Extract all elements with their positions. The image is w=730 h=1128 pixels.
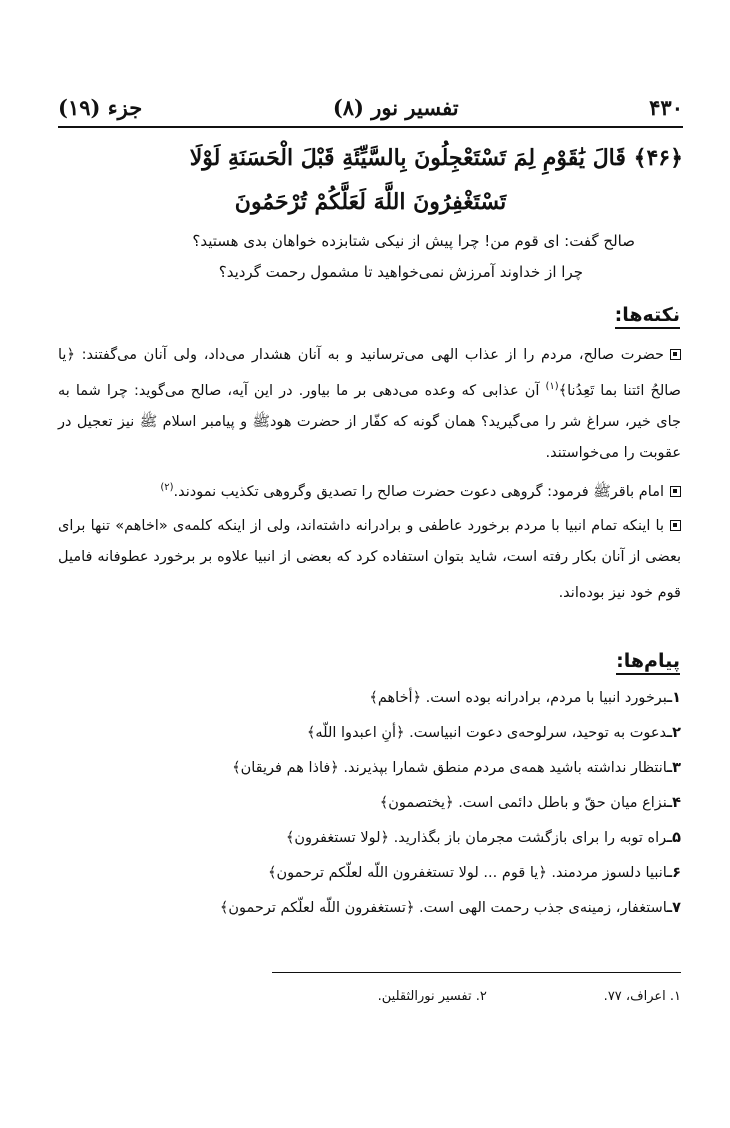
message-item	[58, 891, 681, 926]
book-title: تفسیر نور (۸)	[332, 94, 459, 120]
message-text: راه توبه را برای بازگشت مجرمان باز بگذارید. ﴿لولا تستغفرون﴾	[285, 830, 668, 846]
message-item	[58, 856, 681, 891]
message-item	[58, 681, 681, 716]
message-text: دعوت به توحید، سرلوحه‌ی دعوت انبیاست. ﴿أنِ اعبدوا اللّه﴾	[306, 725, 668, 741]
notes-heading-text: نکته‌ها:	[614, 304, 680, 326]
square-bullet-icon	[670, 349, 681, 360]
notes-heading	[615, 304, 680, 329]
verse-line-1: قَالَ يَٰقَوْمِ لِمَ تَسْتَعْجِلُونَ بِالسَّيِّئَةِ قَبْلَ الْحَسَنَةِ لَوْلَا	[189, 145, 626, 171]
message-item	[58, 821, 681, 856]
message-text: نزاع میان حقّ و باطل دائمی است. ﴿یختصمون﴾	[379, 795, 668, 811]
note-text: امام باقر‌ﷺ فرمود: گروهی دعوت حضرت صالح را تصدیق وگروهی تکذیب نمودند.	[173, 483, 664, 500]
footnote-1: ۱. اعراف، ۷۷.	[603, 989, 681, 1004]
part-label: جزء (۱۹)	[58, 94, 143, 120]
notes-list	[58, 340, 681, 611]
page-number: ۴۳۰	[649, 94, 683, 120]
page-header	[58, 92, 683, 122]
message-number: ۲ـ	[667, 725, 681, 741]
note-text: حضرت صالح، مردم را از عذاب الهی می‌ترسانید و به آنان هشدار می‌داد، ولی آنان می‌گفتند: ﴿یا صالحُ ائتنا بما تَعِدُنا﴾	[58, 347, 681, 399]
translation-line-1: صالح گفت: ای قوم من! چرا پیش از نیکی شتابزده خواهان بدی هستید؟	[192, 232, 635, 250]
note-item	[58, 472, 681, 508]
square-bullet-icon	[670, 486, 681, 497]
footnote-2: ۲. تفسیر نورالثقلین.	[377, 989, 487, 1004]
quran-verse	[58, 136, 683, 224]
note-text-continued: آن عذابی که وعده می‌دهی بر ما بیاور. در این آیه، صالح می‌گوید: چرا شما به جای خیر، سراغ شر را می‌گیرید؟ همان گونه که کفّار از حضرت هود‌ﷺ و پیامبر اسلام ﷺ نیز تعجیل در عقوبت را می‌خواستند.	[58, 382, 681, 461]
message-number: ۴ـ	[667, 795, 681, 811]
footnote-divider	[272, 972, 681, 973]
message-text: انبیا دلسوز مردمند. ﴿یا قوم ... لولا تستغفرون اللّه لعلّکم ترحمون﴾	[267, 865, 668, 881]
messages-heading-text: پیام‌ها:	[616, 650, 680, 672]
note-item	[58, 340, 681, 469]
verse-line-2: تَسْتَغْفِرُونَ اللَّهَ لَعَلَّكُمْ تُرْحَمُونَ	[234, 189, 507, 215]
message-item	[58, 716, 681, 751]
verse-number: ﴿۴۶﴾	[633, 145, 683, 171]
footnote-ref[interactable]: (۲)	[160, 481, 174, 493]
message-item	[58, 751, 681, 786]
message-item	[58, 786, 681, 821]
footnotes	[58, 985, 681, 1009]
note-item	[58, 511, 681, 609]
message-number: ۵ـ	[667, 830, 681, 846]
verse-translation	[58, 226, 673, 288]
messages-heading-underline	[616, 673, 680, 675]
square-bullet-icon	[670, 520, 681, 531]
message-text: برخورد انبیا با مردم، برادرانه بوده است. ﴿أخاهم﴾	[369, 690, 668, 706]
header-divider	[58, 126, 683, 128]
notes-heading-underline	[615, 327, 680, 329]
message-number: ۳ـ	[667, 760, 681, 776]
message-number: ۱ـ	[667, 690, 681, 706]
translation-line-2: چرا از خداوند آمرزش نمی‌خواهید تا مشمول رحمت گردید؟	[218, 263, 583, 281]
message-text: استغفار، زمینه‌ی جذب رحمت الهی است. ﴿تستغفرون اللّه لعلّکم ترحمون﴾	[219, 900, 668, 916]
message-number: ۶ـ	[667, 865, 681, 881]
footnote-ref[interactable]: (۱)	[545, 381, 559, 392]
message-text: انتظار نداشته باشید همه‌ی مردم منطق شمارا بپذیرند. ﴿فاذا هم فریقان﴾	[232, 760, 668, 776]
messages-heading	[616, 650, 680, 675]
note-text: با اینکه تمام انبیا با مردم برخورد عاطفی و برادرانه داشته‌اند، ولی از اینکه کلمه‌ی «اخاهم» تنها برای بعضی از آنان بکار رفته است، شاید بتوان استفاده کرد که بعضی از انبیا علاوه بر برخورد عطوفانه فامیل قوم خود نیز بوده‌اند.	[58, 517, 681, 601]
messages-list	[58, 681, 681, 926]
message-number: ۷ـ	[667, 900, 681, 916]
